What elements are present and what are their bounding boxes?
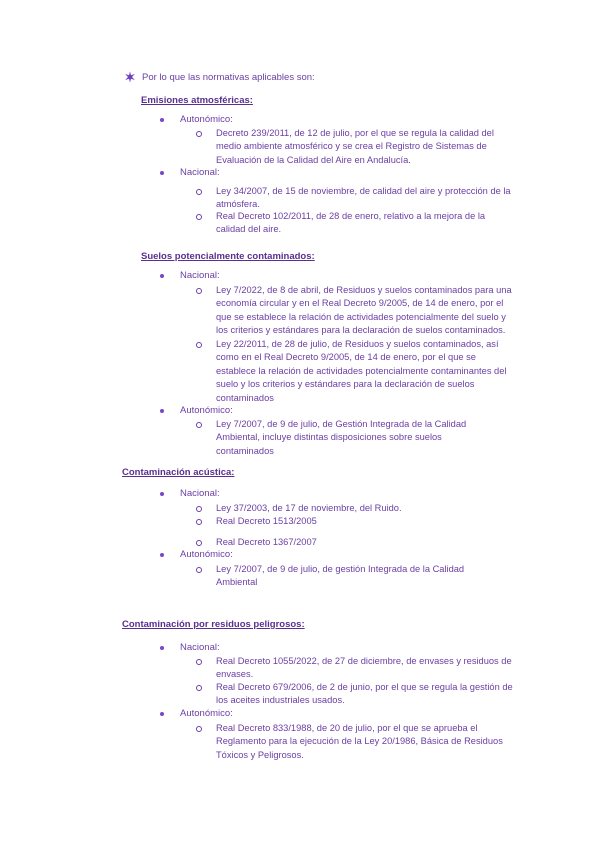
group-label: Autonómico:	[160, 405, 233, 416]
section-title-suelos: Suelos potencialmente contaminados:	[141, 251, 315, 262]
list-item: Decreto 239/2011, de 12 de julio, por el que se regula la calidad del medio ambiente atmosférico y se crea el Registro de Sistemas de Evaluación de la Calidad del Aire en Andalucía.	[196, 127, 516, 167]
intro-text: Por lo que las normativas aplicables son:	[142, 71, 315, 83]
section-title-acustica: Contaminación acústica:	[122, 467, 235, 478]
group-label: Autonómico:	[160, 708, 233, 719]
bullet-icon	[160, 646, 164, 650]
circle-bullet-icon	[196, 506, 202, 512]
asterisk-icon	[124, 71, 136, 83]
list-item: Ley 7/2007, de 9 de julio, de gestión Integrada de la Calidad Ambiental	[196, 563, 486, 590]
circle-bullet-icon	[196, 422, 202, 428]
circle-bullet-icon	[196, 189, 202, 195]
circle-bullet-icon	[196, 214, 202, 220]
circle-bullet-icon	[196, 540, 202, 546]
circle-bullet-icon	[196, 659, 202, 665]
circle-bullet-icon	[196, 519, 202, 525]
bullet-icon	[160, 553, 164, 557]
list-item: Ley 7/2022, de 8 de abril, de Residuos y suelos contaminados para una economía circular y en el Real Decreto 9/2005, de 14 de enero, por el que se establece la relación de actividades potencialmente del suelo y los criterios y estándares para la declaración de suelos contaminados.	[196, 284, 516, 338]
circle-bullet-icon	[196, 567, 202, 573]
group-label: Nacional:	[160, 642, 220, 653]
bullet-icon	[160, 171, 164, 175]
intro-line	[124, 71, 315, 83]
list-item: Real Decreto 833/1988, de 20 de julio, por el que se aprueba el Reglamento para la ejecución de la Ley 20/1986, Básica de Residuos Tóxicos y Peligrosos.	[196, 722, 516, 762]
circle-bullet-icon	[196, 288, 202, 294]
bullet-icon	[160, 409, 164, 413]
group-label: Nacional:	[160, 270, 220, 281]
list-item: Ley 37/2003, de 17 de noviembre, del Ruido.	[196, 502, 516, 515]
section-title-emisiones: Emisiones atmosféricas:	[141, 95, 253, 106]
list-item: Ley 34/2007, de 15 de noviembre, de calidad del aire y protección de la atmósfera.	[196, 185, 516, 212]
circle-bullet-icon	[196, 342, 202, 348]
group-label: Nacional:	[160, 167, 220, 178]
bullet-icon	[160, 274, 164, 278]
list-item: Real Decreto 1513/2005	[196, 515, 516, 528]
bullet-icon	[160, 712, 164, 716]
circle-bullet-icon	[196, 726, 202, 732]
list-item: Ley 7/2007, de 9 de julio, de Gestión Integrada de la Calidad Ambiental, incluye distintas disposiciones sobre suelos contaminados	[196, 418, 486, 458]
group-label: Autonómico:	[160, 114, 233, 125]
bullet-icon	[160, 492, 164, 496]
list-item: Ley 22/2011, de 28 de julio, de Residuos y suelos contaminados, así como en el Real Decreto 9/2005, de 14 de enero, por el que se establece la relación de actividades potencialmente contaminantes del suelo y los criterios y estándares para la declaración de suelos contaminados	[196, 338, 516, 405]
circle-bullet-icon	[196, 131, 202, 137]
circle-bullet-icon	[196, 685, 202, 691]
bullet-icon	[160, 118, 164, 122]
list-item: Real Decreto 1055/2022, de 27 de diciembre, de envases y residuos de envases.	[196, 655, 516, 682]
list-item: Real Decreto 679/2006, de 2 de junio, por el que se regula la gestión de los aceites industriales usados.	[196, 681, 516, 708]
list-item: Real Decreto 1367/2007	[196, 536, 516, 549]
list-item: Real Decreto 102/2011, de 28 de enero, relativo a la mejora de la calidad del aire.	[196, 210, 516, 237]
group-label: Autonómico:	[160, 549, 233, 560]
group-label: Nacional:	[160, 488, 220, 499]
section-title-residuos: Contaminación por residuos peligrosos:	[122, 619, 305, 630]
